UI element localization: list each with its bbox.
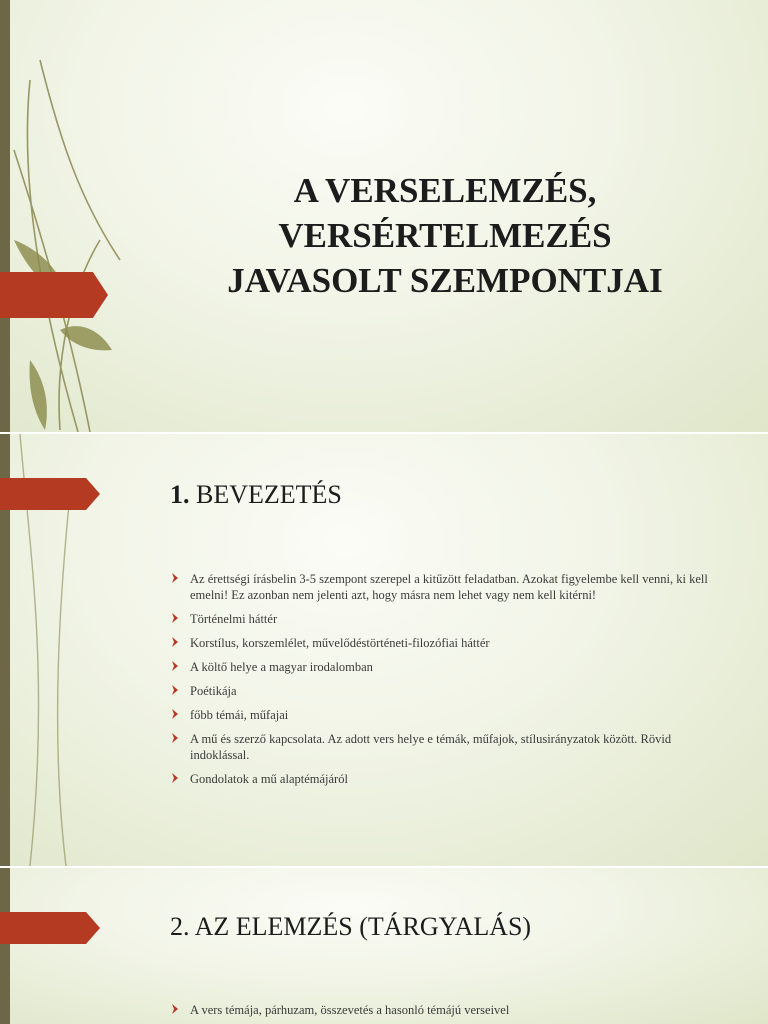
arrow-bullet-icon — [170, 708, 180, 720]
list-item-text: Poétikája — [190, 684, 237, 698]
bullet-list — [170, 1002, 730, 1024]
slide-side-bar — [0, 868, 10, 1024]
arrow-bullet-icon — [170, 612, 180, 624]
title-line-2: VERSÉRTELMEZÉS — [278, 216, 612, 255]
list-item-text: Gondolatok a mű alaptémájáról — [190, 772, 348, 786]
arrow-bullet-icon — [170, 684, 180, 696]
introduction-slide — [0, 434, 768, 866]
title-line-1: A VERSELEMZÉS, — [293, 171, 597, 210]
list-item — [170, 659, 730, 675]
arrow-bullet-icon — [170, 1003, 180, 1015]
title-line-3: JAVASOLT SZEMPONTJAI — [227, 261, 663, 300]
list-item-text: A mű és szerző kapcsolata. Az adott vers helye e témák, műfajok, stílusirányzatok között. Rövid indoklással. — [190, 732, 672, 762]
arrow-bullet-icon — [170, 660, 180, 672]
title-slide — [0, 0, 768, 432]
arrow-bullet-icon — [170, 772, 180, 784]
list-item — [170, 571, 730, 603]
arrow-bullet-icon — [170, 572, 180, 584]
list-item — [170, 635, 730, 651]
list-item-text: A vers témája, párhuzam, összevetés a hasonló témájú verseivel — [190, 1003, 510, 1017]
list-item — [170, 707, 730, 723]
accent-tab-icon — [0, 478, 100, 510]
list-item — [170, 771, 730, 787]
section-number: 1. — [170, 480, 190, 509]
list-item-text: Történelmi háttér — [190, 612, 278, 626]
leaf-decoration-icon — [0, 0, 130, 432]
list-item — [170, 683, 730, 699]
list-item-text: főbb témái, műfajai — [190, 708, 289, 722]
accent-tab-icon — [0, 912, 100, 944]
section-title: BEVEZETÉS — [196, 480, 342, 509]
analysis-slide — [0, 868, 768, 1024]
list-item — [170, 611, 730, 627]
bullet-list — [170, 571, 730, 795]
arrow-bullet-icon — [170, 636, 180, 648]
list-item — [170, 731, 730, 763]
section-heading — [170, 480, 342, 510]
list-item-text: A költő helye a magyar irodalomban — [190, 660, 373, 674]
list-item-text: Az érettségi írásbelin 3-5 szempont szerepel a kitűzött feladatban. Azokat figyelembe kell venni, ki kell emelni! Ez azonban nem jelenti azt, hogy másra nem lehet vagy nem kell kitérni! — [190, 572, 708, 602]
list-item-text: Korstílus, korszemlélet, művelődéstörténeti-filozófiai háttér — [190, 636, 490, 650]
arrow-bullet-icon — [170, 732, 180, 744]
section-heading: 2. AZ ELEMZÉS (TÁRGYALÁS) — [170, 912, 532, 941]
presentation-title — [150, 168, 740, 303]
list-item — [170, 1002, 730, 1018]
accent-tab-icon — [0, 272, 108, 318]
